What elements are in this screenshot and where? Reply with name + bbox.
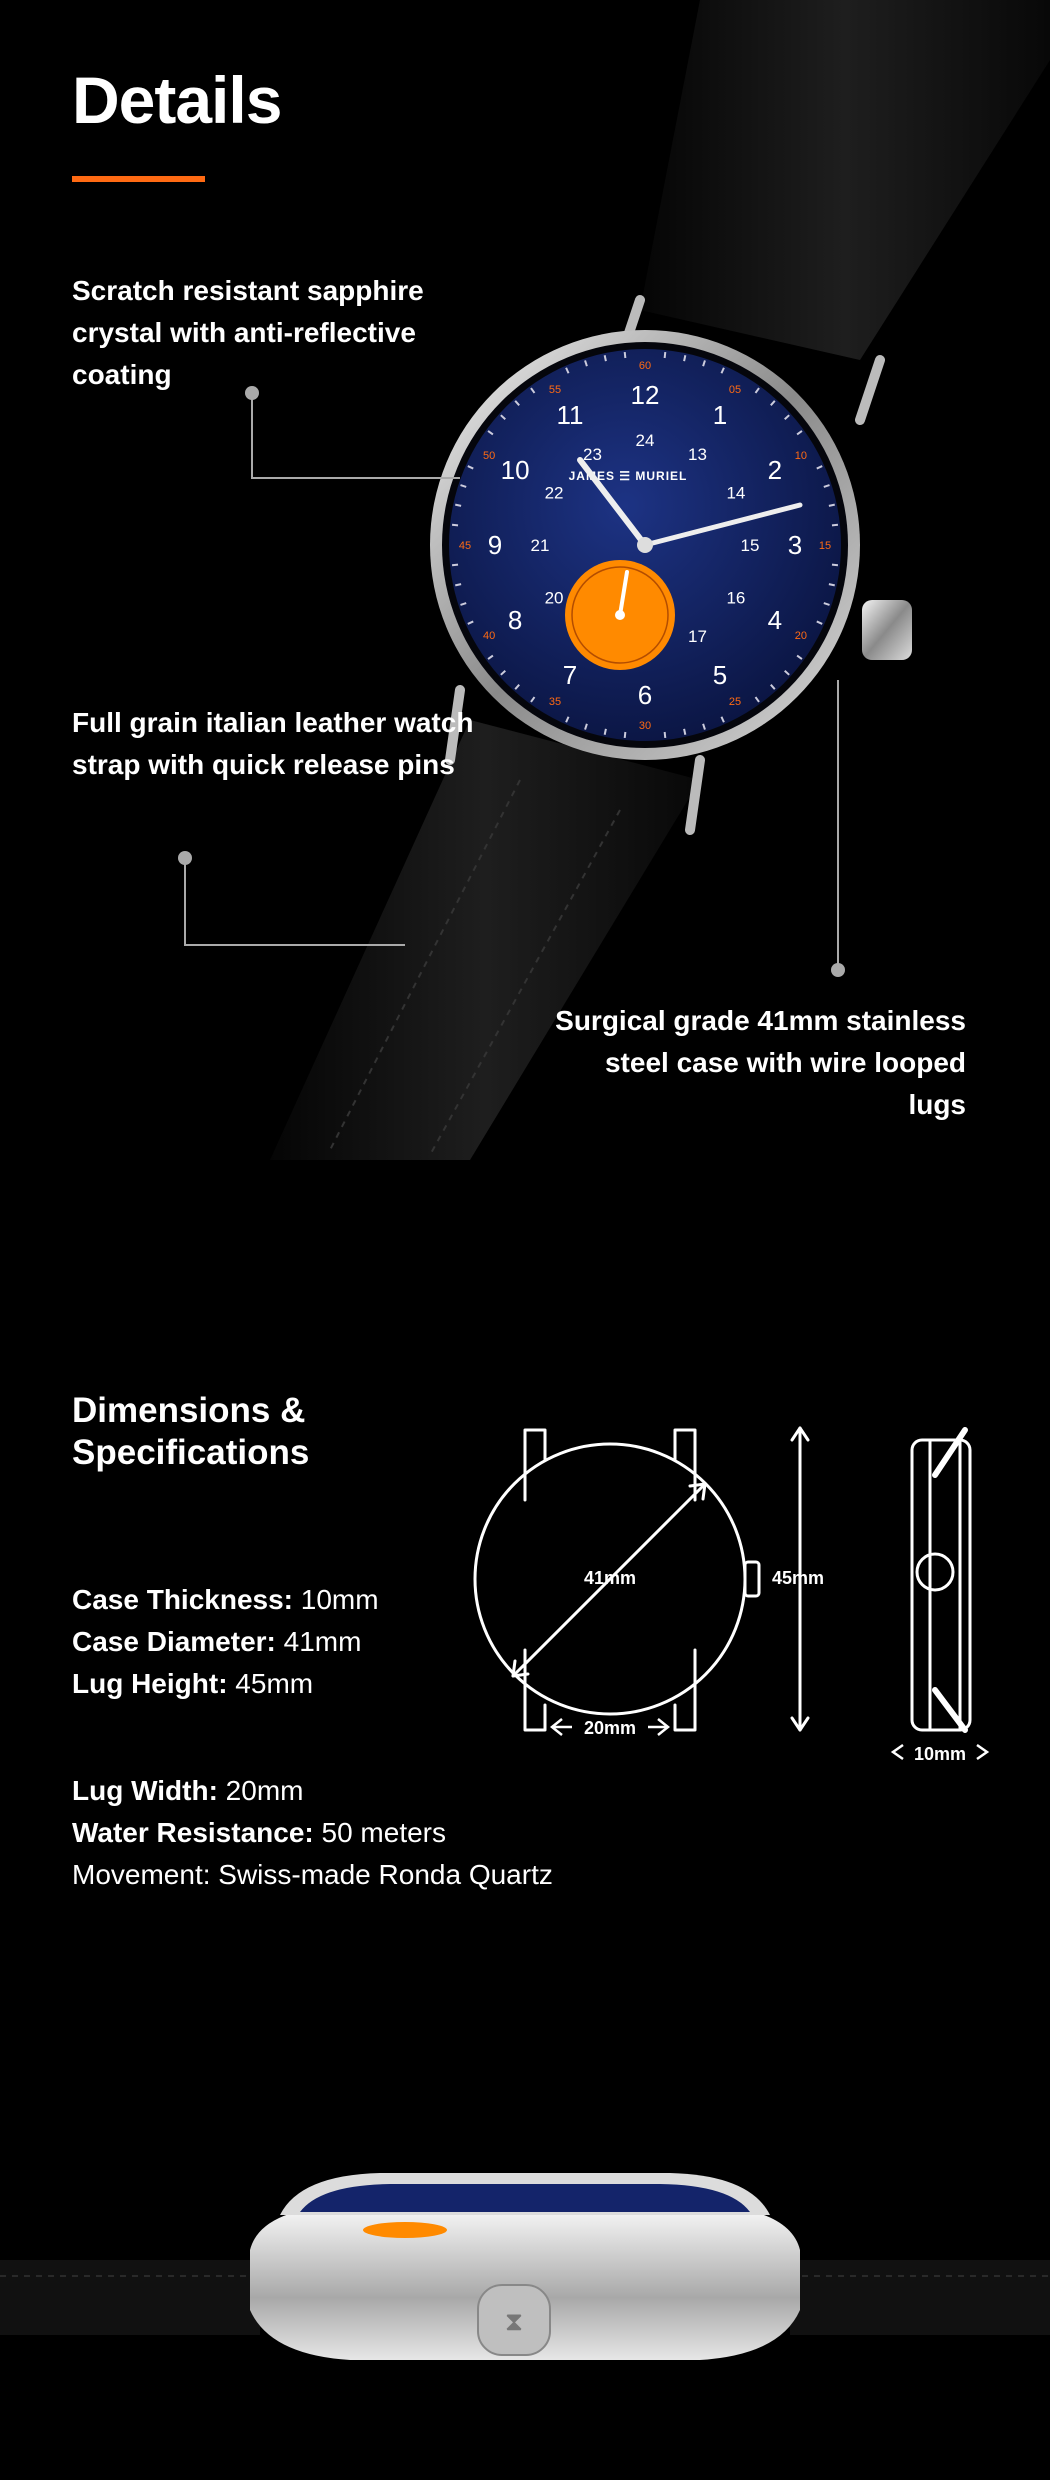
height-label: 45mm [771,1568,825,1588]
minute-numeral: 45 [458,540,472,552]
inner-numeral: 22 [544,483,564,503]
inner-numeral: 24 [635,431,655,450]
crown [862,600,912,660]
minute-tick [829,584,835,585]
diagram-case [475,1444,745,1714]
minute-numeral: 10 [794,450,808,462]
hour-numeral: 11 [556,400,584,431]
feature-crystal: Scratch resistant sapphire crystal with anti-reflective coating [72,275,424,390]
hour-numeral: 10 [500,455,530,485]
callout-line-crystal [252,393,460,478]
hour-numeral: 8 [507,605,523,635]
strap-left [0,2260,260,2335]
spec-lug-width [72,1770,303,1812]
minute-tick [665,352,666,358]
inner-numeral: 13 [688,445,707,465]
inner-numeral: 20 [544,588,564,608]
diagram-side-view [912,1440,970,1730]
spec-label: Water Resistance: [72,1817,314,1848]
spec-value: 45mm [227,1668,314,1699]
minute-tick [605,355,606,361]
minute-tick [684,729,685,735]
hour-numeral: 9 [487,530,503,560]
side-dial [300,2184,750,2212]
minute-numeral: 60 [638,360,652,372]
hour-numeral: 7 [562,659,578,690]
svg-text:⧗: ⧗ [504,2306,524,2336]
brand-logo: JAMES ☰ MURIEL [568,469,688,483]
minute-tick [625,352,626,358]
diagram-lug-top-left [525,1430,545,1500]
hour-numeral: 3 [787,530,803,560]
minute-tick [452,565,458,566]
minute-tick [455,584,461,585]
minute-numeral: 50 [482,450,496,462]
minute-numeral: 55 [548,384,562,397]
minute-numeral: 25 [728,695,742,708]
feature-case: Surgical grade 41mm stainless steel case with wire looped lugs [555,1005,966,1120]
hour-numeral: 4 [767,605,783,635]
strap-upper [640,0,1050,360]
page-title: Details [72,63,282,137]
minute-numeral: 30 [638,720,652,732]
spec-case-diameter [72,1621,361,1663]
hour-numeral: 6 [637,680,653,710]
spec-label: Case Thickness: [72,1584,293,1615]
spec-value: 10mm [293,1584,379,1615]
minute-tick [829,505,835,506]
minute-numeral: 20 [794,630,808,642]
inner-numeral: 21 [530,536,550,555]
inner-numeral: 23 [583,445,602,465]
minute-tick [832,525,838,526]
minute-numeral: 15 [818,540,832,552]
spec-value: Movement: Swiss-made Ronda Quartz [72,1859,553,1890]
hour-numeral: 12 [630,380,660,410]
hour-numeral: 2 [767,455,783,485]
watch-side-illustration [0,2080,1050,2480]
inner-numeral: 17 [688,626,707,646]
inner-numeral: 16 [726,588,746,608]
spec-value: 50 meters [313,1817,446,1848]
diameter-label: 41mm [583,1568,637,1588]
minute-numeral: 40 [482,630,496,642]
spec-value: 20mm [217,1775,304,1806]
minute-tick [455,505,461,506]
spec-lug-height [72,1663,313,1705]
spec-movement [72,1854,553,1896]
diagram-lug-bottom-right [675,1650,695,1730]
lug-width-label: 20mm [583,1718,637,1738]
strap-right [790,2260,1050,2335]
hour-numeral: 5 [712,659,728,690]
hour-numeral: 1 [712,400,728,431]
spec-water-resistance [72,1812,446,1854]
minute-numeral: 35 [548,695,562,708]
spec-label: Lug Width: [72,1775,218,1806]
specs-heading: Dimensions & Specifications [72,1391,310,1472]
diagram-lug-bottom-left [525,1650,545,1730]
side-subdial [363,2222,447,2238]
spec-value: 41mm [275,1626,362,1657]
minute-tick [665,732,666,738]
minute-numeral: 05 [728,384,742,397]
minute-tick [452,525,458,526]
spec-label: Lug Height: [72,1668,228,1699]
spec-case-thickness [72,1579,379,1621]
minute-tick [684,355,685,361]
feature-strap: Full grain italian leather watch strap with quick release pins [72,707,474,780]
minute-tick [625,732,626,738]
minute-tick [605,729,606,735]
spec-label: Case Diameter: [72,1626,276,1657]
minute-tick [832,565,838,566]
thickness-label: 10mm [913,1744,967,1764]
diagram-lug-top-right [675,1430,695,1500]
callout-line-strap [185,858,405,945]
inner-numeral: 15 [740,536,760,555]
inner-numeral: 14 [726,483,746,503]
